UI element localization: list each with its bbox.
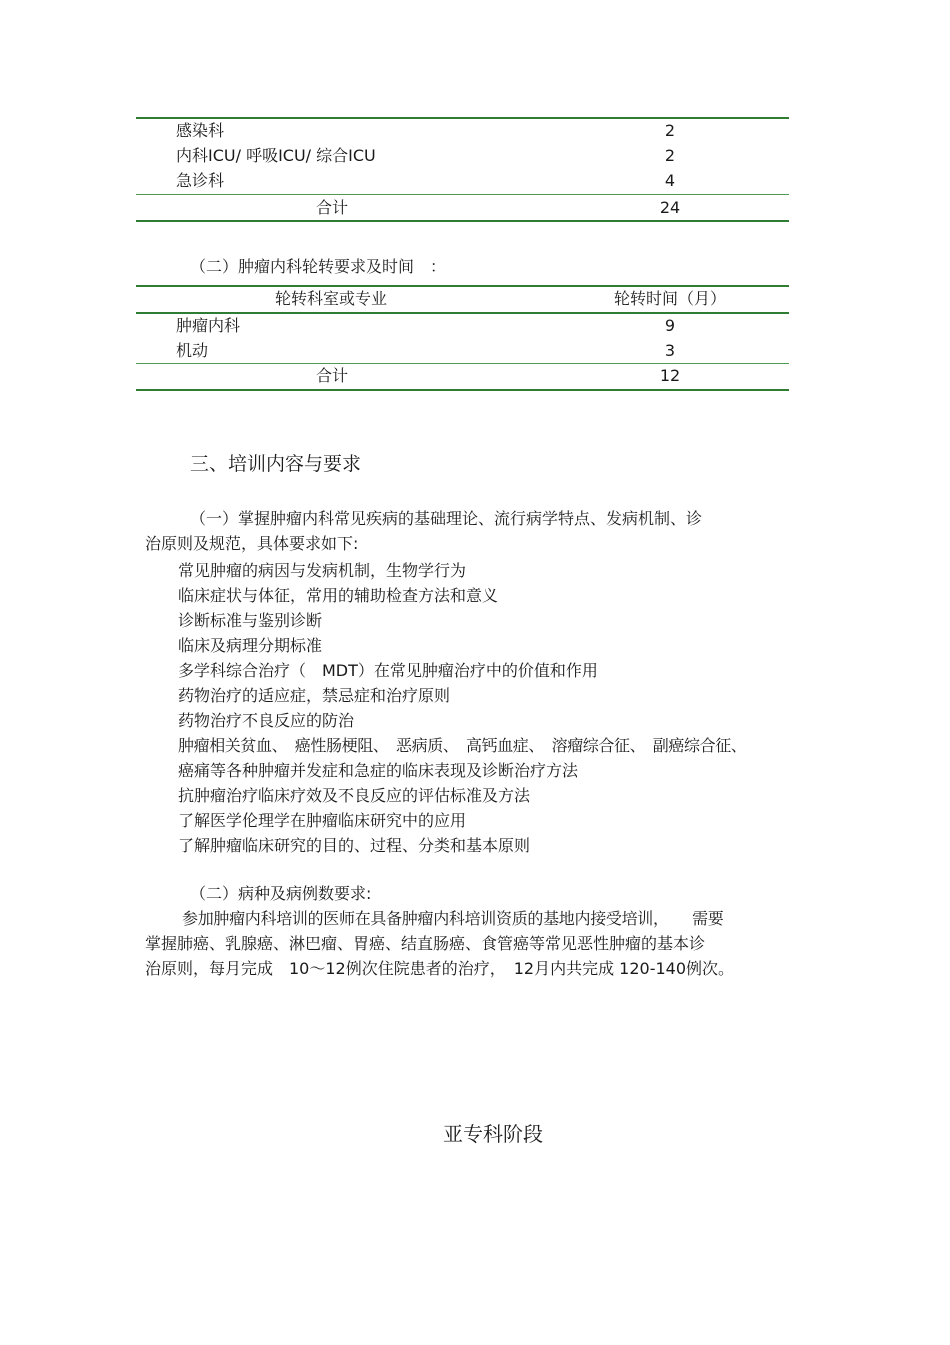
- table2-total-rule: [136, 363, 789, 364]
- table2-bottom-rule: [136, 389, 789, 391]
- subsection2-line3: 治原则，每月完成 10～12例次住院患者的治疗， 12月内共完成 120-140例次。: [145, 959, 735, 978]
- table2-row-months: 9: [664, 316, 676, 335]
- table2-header-rule: [136, 312, 789, 314]
- table2-row-months: 3: [664, 341, 676, 360]
- subsection2-line1: 参加肿瘤内科培训的医师在具备肿瘤内科培训资质的基地内接受培训， 需要: [182, 909, 724, 928]
- table1-row-dept: 感染科: [176, 121, 225, 140]
- table1-row-dept: 内科ICU/ 呼吸ICU/ 综合ICU: [176, 146, 376, 165]
- list-item: 了解医学伦理学在肿瘤临床研究中的应用: [178, 811, 467, 830]
- table1-row-months: 2: [664, 121, 676, 140]
- subsection1-line2: 治原则及规范，具体要求如下:: [145, 534, 359, 553]
- list-item: 常见肿瘤的病因与发病机制，生物学行为: [178, 561, 467, 580]
- table1-total-value: 24: [659, 198, 681, 217]
- table2-total-label: 合计: [315, 366, 348, 385]
- table2-total-value: 12: [659, 366, 681, 385]
- table2-top-rule: [136, 285, 789, 287]
- table2-header-dept: 轮转科室或专业: [274, 289, 387, 308]
- list-item: 多学科综合治疗（ MDT）在常见肿瘤治疗中的价值和作用: [178, 661, 598, 680]
- list-item: 癌痛等各种肿瘤并发症和急症的临床表现及诊断治疗方法: [178, 761, 579, 780]
- subsection2-title: （二）病种及病例数要求:: [190, 884, 372, 903]
- table1-bottom-rule: [136, 220, 789, 222]
- list-item: 药物治疗的适应症，禁忌症和治疗原则: [178, 686, 451, 705]
- table1-row-months: 4: [664, 171, 676, 190]
- list-item: 诊断标准与鉴别诊断: [178, 611, 323, 630]
- list-item: 了解肿瘤临床研究的目的、过程、分类和基本原则: [178, 836, 531, 855]
- table1-row-months: 2: [664, 146, 676, 165]
- table2-header-time: 轮转时间（月）: [613, 289, 726, 308]
- table1-total-label: 合计: [315, 198, 348, 217]
- table1-total-rule: [136, 194, 789, 195]
- list-item: 抗肿瘤治疗临床疗效及不良反应的评估标准及方法: [178, 786, 531, 805]
- table2-row-dept: 机动: [176, 341, 209, 360]
- requirements-list: [178, 558, 746, 858]
- subsection1-line1: （一）掌握肿瘤内科常见疾病的基础理论、流行病学特点、发病机制、诊: [190, 509, 703, 528]
- subsection2-line2: 掌握肺癌、乳腺癌、淋巴瘤、胃癌、结直肠癌、食管癌等常见恶性肿瘤的基本诊: [145, 934, 706, 953]
- list-item: 肿瘤相关贫血、 癌性肠梗阻、 恶病质、 高钙血症、 溶瘤综合征、 副癌综合征、: [178, 736, 747, 755]
- list-item: 药物治疗不良反应的防治: [178, 711, 355, 730]
- table2-row-dept: 肿瘤内科: [176, 316, 241, 335]
- table2-caption: （二）肿瘤内科轮转要求及时间 ：: [190, 257, 447, 276]
- stage-title: 亚专科阶段: [443, 1122, 543, 1146]
- table1-top-rule: [136, 117, 789, 119]
- list-item: 临床症状与体征，常用的辅助检查方法和意义: [178, 586, 499, 605]
- section-title: 三、培训内容与要求: [190, 453, 362, 475]
- list-item: 临床及病理分期标准: [178, 636, 323, 655]
- table1-row-dept: 急诊科: [176, 171, 225, 190]
